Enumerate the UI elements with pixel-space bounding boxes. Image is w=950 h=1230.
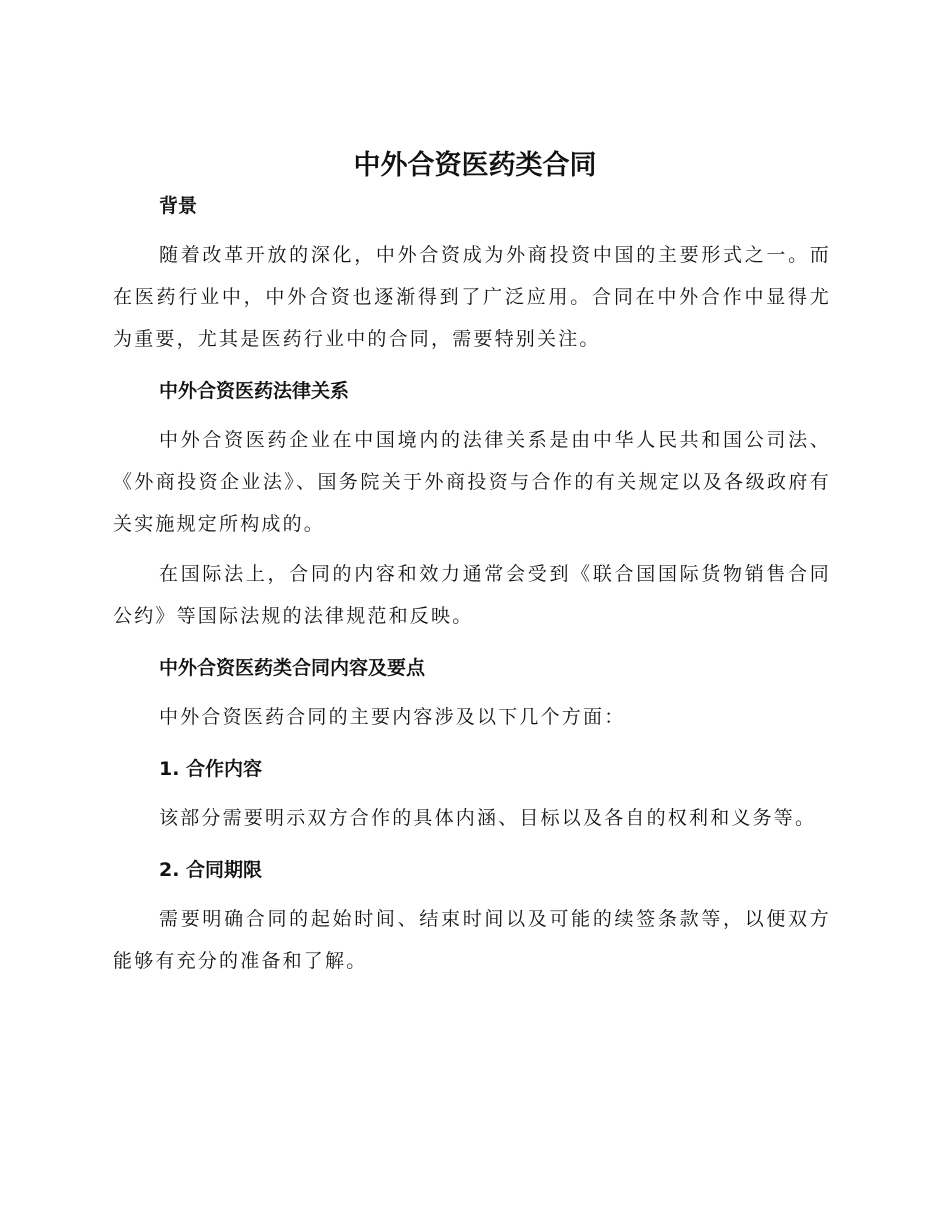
section-heading-legal-relations: 中外合资医药法律关系: [159, 380, 350, 402]
subheading-cooperation-content: 1. 合作内容: [159, 758, 263, 780]
paragraph-contract-intro: 中外合资医药合同的主要内容涉及以下几个方面：: [159, 706, 626, 728]
section-heading-contract-content: 中外合资医药类合同内容及要点: [159, 657, 426, 679]
document-title: 中外合资医药类合同: [353, 150, 597, 181]
document-body: [113, 186, 831, 982]
paragraph-contract-term: 需要明确合同的起始时间、结束时间以及可能的续签条款等，以便双方能够有充分的准备和了解。: [113, 908, 831, 972]
subheading-contract-term: 2. 合同期限: [159, 859, 263, 881]
paragraph-background: 随着改革开放的深化，中外合资成为外商投资中国的主要形式之一。而在医药行业中，中外合资也逐渐得到了广泛应用。合同在中外合作中显得尤为重要，尤其是医药行业中的合同，需要特别关注。: [113, 244, 831, 350]
paragraph-legal-relations: 中外合资医药企业在中国境内的法律关系是由中华人民共和国公司法、《外商投资企业法》、国务院关于外商投资与合作的有关规定以及各级政府有关实施规定所构成的。: [113, 429, 831, 535]
section-heading-background: 背景: [159, 195, 198, 217]
paragraph-international-law: 在国际法上，合同的内容和效力通常会受到《联合国国际货物销售合同公约》等国际法规的法律规范和反映。: [113, 563, 831, 627]
paragraph-cooperation-content: 该部分需要明示双方合作的具体内涵、目标以及各自的权利和义务等。: [159, 807, 817, 829]
